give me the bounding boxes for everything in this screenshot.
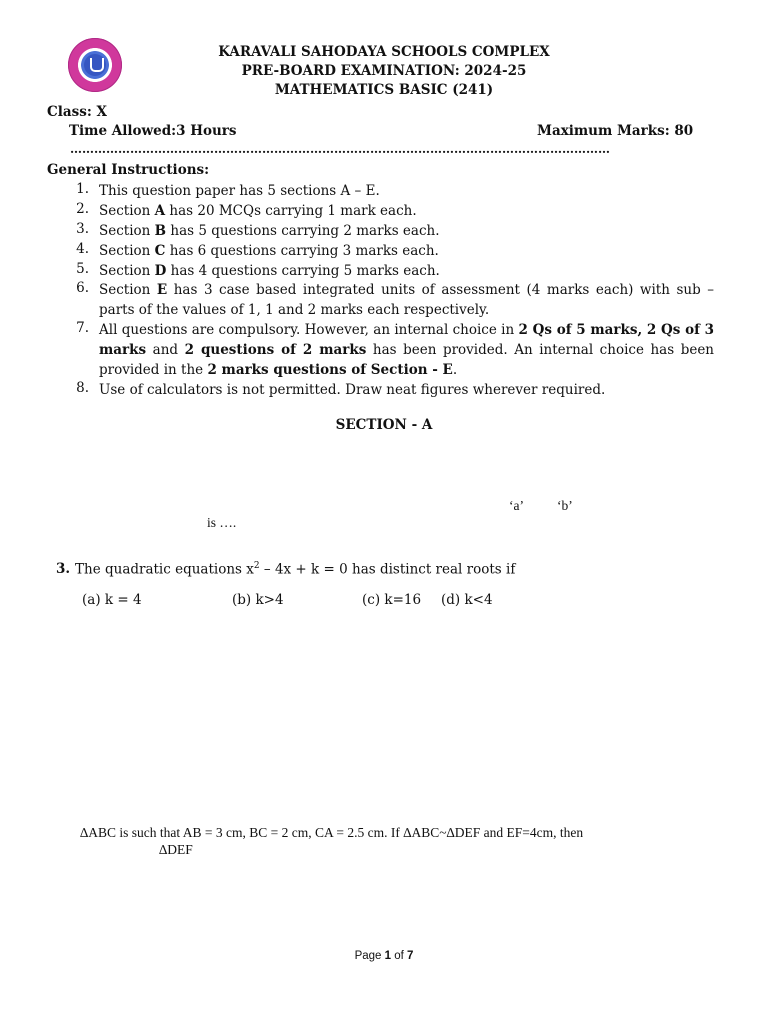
time-allowed: Time Allowed:3 Hours	[69, 123, 237, 139]
instruction-number: 4.	[76, 241, 89, 257]
instructions-heading: General Instructions:	[47, 162, 210, 178]
school-name: KARAVALI SAHODAYA SCHOOLS COMPLEX	[218, 44, 550, 60]
option-c: (c) k=16	[362, 592, 422, 608]
instruction-number: 8.	[76, 380, 89, 396]
triangle-question-line: ∆DEF	[159, 842, 193, 857]
instruction-item: Section B has 5 questions carrying 2 marks each.	[99, 223, 440, 239]
class-label: Class: X	[47, 104, 107, 120]
triangle-question-line: ∆ABC is such that AB = 3 cm, BC = 2 cm, CA = 2.5 cm. If ∆ABC~∆DEF and EF=4cm, then	[80, 825, 584, 840]
instruction-number: 2.	[76, 201, 89, 217]
option-a: (a) k = 4	[82, 592, 142, 608]
instruction-item: Section C has 6 questions carrying 3 marks each.	[99, 243, 439, 259]
subject-title: MATHEMATICS BASIC (241)	[274, 82, 494, 98]
instruction-number: 1.	[76, 181, 89, 197]
instruction-item: All questions are compulsory. However, an internal choice in 2 Qs of 5 marks, 2 Qs of 3 marks and 2 questions of 2 marks has been provided. An internal choice has been provided in the 2 marks questions of Section - E.	[99, 322, 715, 378]
section-title: SECTION - A	[335, 417, 433, 433]
instruction-number: 7.	[76, 320, 89, 336]
instruction-item: This question paper has 5 sections A – E.	[99, 183, 380, 199]
fragment-a: ‘a’	[509, 498, 524, 513]
instruction-item: Section E has 3 case based integrated units of assessment (4 marks each) with sub – parts of the values of 1, 1 and 2 marks each respectively.	[99, 282, 715, 318]
exam-title: PRE-BOARD EXAMINATION: 2024-25	[241, 63, 527, 79]
option-d: (d) k<4	[441, 592, 493, 608]
instruction-number: 5.	[76, 261, 89, 277]
question-number: 3.	[56, 561, 71, 577]
instruction-item: Use of calculators is not permitted. Draw neat figures wherever required.	[99, 382, 606, 398]
option-b: (b) k>4	[232, 592, 284, 608]
dotted-divider: ………………………………………………………………………………………………………………………	[70, 142, 610, 156]
fragment-b: ‘b’	[557, 498, 573, 513]
instruction-item: Section A has 20 MCQs carrying 1 mark each.	[99, 203, 417, 219]
maximum-marks: Maximum Marks: 80	[537, 123, 694, 139]
question-text: The quadratic equations $x^2 - 4x + k = 0$ has distinct real roots if	[75, 561, 516, 578]
instruction-item: Section D has 4 questions carrying 5 marks each.	[99, 263, 440, 279]
instruction-number: 6.	[76, 280, 89, 296]
fragment-is: is ….	[207, 515, 237, 530]
page-footer: Page 1 of 7	[354, 950, 414, 962]
instruction-number: 3.	[76, 221, 89, 237]
